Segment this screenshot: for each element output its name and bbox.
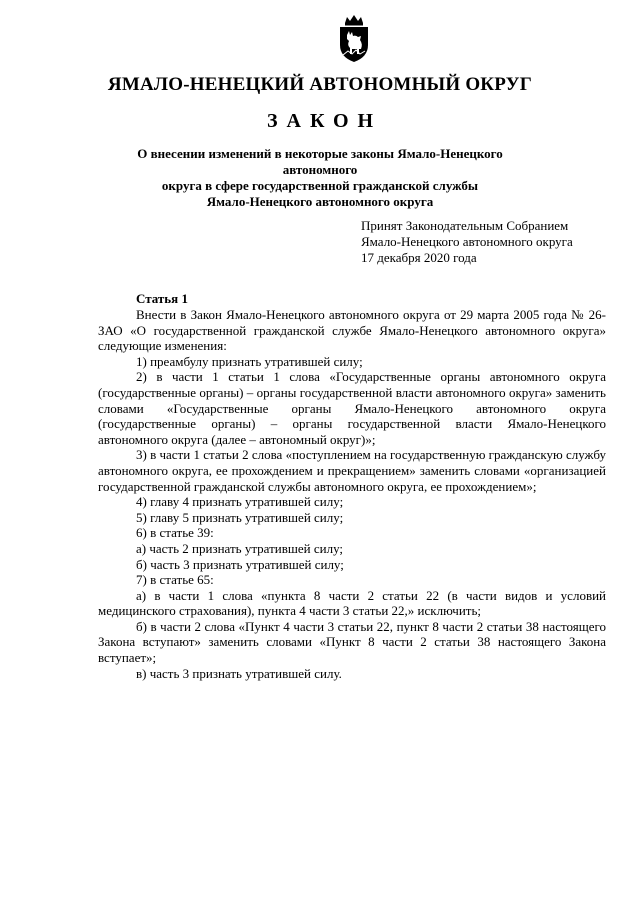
article-paragraph: б) часть 3 признать утратившей силу; <box>136 556 344 572</box>
article-paragraph: 1) преамбулу признать утратившей силу; <box>136 353 363 369</box>
article-title: Статья 1 <box>136 291 188 306</box>
article-paragraph: б) в части 2 слова «Пункт 4 части 3 статьи 22, пункт 8 части 2 статьи 38 настоящего Закона вступают» заменить словами «Пункт 8 части 2 статьи 38 настоящего Закона вступает»; <box>98 618 606 666</box>
article-paragraph: а) часть 2 признать утратившей силу; <box>136 540 344 556</box>
article-paragraph: 6) в статье 39: <box>136 525 214 541</box>
article-paragraph: 7) в статье 65: <box>136 572 214 588</box>
article-body <box>98 291 606 681</box>
subject-line: округа в сфере государственной гражданской службы <box>161 178 479 193</box>
adoption-line: Ямало-Ненецкого автономного округа <box>361 234 573 249</box>
adoption-line: Принят Законодательным Собранием <box>361 218 569 233</box>
document-type: ЗАКОН <box>266 110 383 132</box>
region-title: ЯМАЛО-НЕНЕЦКИЙ АВТОНОМНЫЙ ОКРУГ <box>107 74 533 95</box>
article-paragraph: а) в части 1 слова «пункта 8 части 2 статьи 22 (в части видов и условий медицинского страхования), пункта 4 части 3 статьи 22,» исключить; <box>98 587 606 619</box>
article-paragraph: 4) главу 4 признать утратившей силу; <box>136 494 344 510</box>
article-paragraph: в) часть 3 признать утратившей силу. <box>136 665 342 681</box>
article-paragraph: 5) главу 5 признать утратившей силу; <box>136 509 344 525</box>
article-paragraph: 3) в части 1 статьи 2 слова «поступлением на государственную гражданскую службу автономного округа, ее прохождением и прекращением» заменить словами «организацией государственной гражданской службы автономного округа, ее прохождением»; <box>98 447 606 494</box>
article-paragraph: Внести в Закон Ямало-Ненецкого автономного округа от 29 марта 2005 года № 26-ЗАО «О государственной гражданской службе Ямало-Ненецкого автономного округа» следующие изменения: <box>98 307 606 354</box>
coat-of-arms-emblem <box>334 14 374 64</box>
subject-line: О внесении изменений в некоторые законы Ямало-Ненецкого автономного <box>137 146 503 177</box>
adoption-date: 17 декабря 2020 года <box>361 250 477 265</box>
subject-line: Ямало-Ненецкого автономного округа <box>206 194 434 209</box>
adoption-note <box>361 218 611 266</box>
law-subject <box>100 146 540 210</box>
article-paragraph: 2) в части 1 статьи 1 слова «Государственные органы автономного округа (государственные органы) – органы государственной власти автономного округа» заменить словами «Государственные органы Ямало-Ненецкого автономного округа (государственные органы) – органы государственной власти Ямало-Ненецкого автономного округа (далее – автономный округ)»; <box>98 369 606 447</box>
